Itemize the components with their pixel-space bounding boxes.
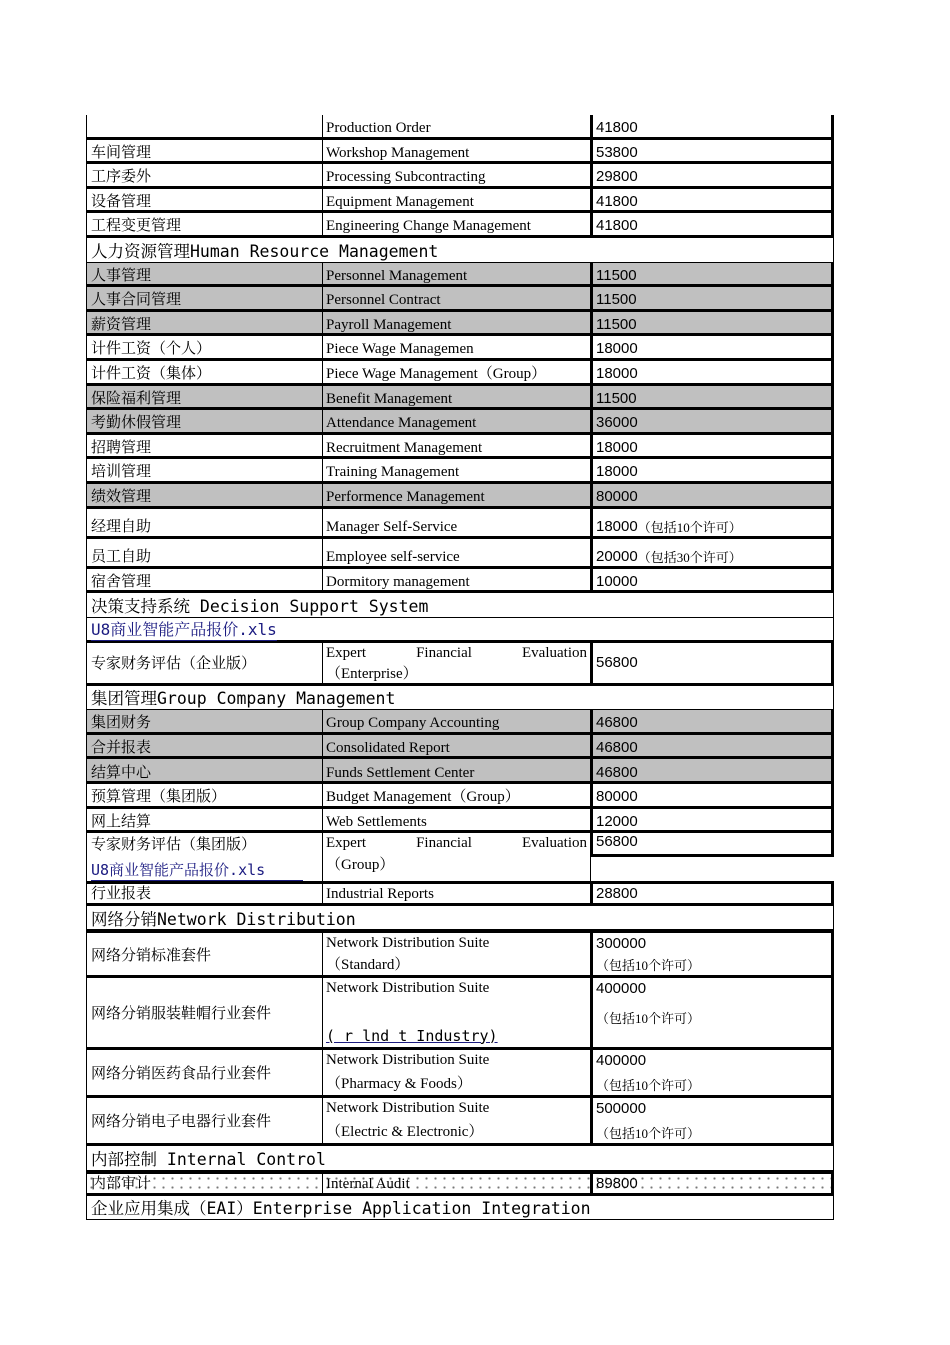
module-cn: 人事管理 [86, 263, 323, 288]
price-cell [591, 509, 834, 539]
file-link-text[interactable]: U8商业智能产品报价.xls [91, 859, 303, 881]
license-note: （包括10个许可） [637, 520, 742, 536]
module-cn: 集团财务 [86, 710, 323, 735]
table-row [86, 1171, 834, 1196]
price: 56800 [591, 833, 834, 857]
module-en-line1: Network Distribution Suite [326, 980, 490, 997]
license-note: （包括10个许可） [596, 1125, 701, 1141]
module-en-line1: Network Distribution Suite [326, 935, 490, 952]
price: 56800 [591, 643, 834, 686]
price: 12000 [591, 809, 834, 834]
price-cell [591, 1098, 834, 1146]
table-row [86, 930, 834, 978]
price-cell [591, 933, 834, 978]
price: 53800 [591, 140, 834, 165]
table-row [86, 386, 834, 411]
module-cn: 宿舍管理 [86, 569, 323, 594]
module-en: Payroll Management [323, 312, 591, 337]
section-header-network: 网络分销Network Distribution [86, 906, 834, 931]
module-en-line2: （Enterprise） [326, 666, 418, 683]
module-en: Employee self-service [323, 539, 591, 569]
price: 20000 [596, 548, 638, 565]
module-en: Funds Settlement Center [323, 759, 591, 784]
module-en: Piece Wage Managemen [323, 336, 591, 361]
price: 18000 [591, 435, 834, 460]
table-row [86, 759, 834, 784]
module-cn: 网络分销医药食品行业套件 [86, 1050, 323, 1098]
module-en: Attendance Management [323, 410, 591, 435]
table-row [86, 140, 834, 165]
price: 41800 [591, 189, 834, 214]
table-row [86, 833, 834, 881]
table-row [86, 539, 834, 569]
price: 46800 [591, 710, 834, 735]
price: 80000 [591, 484, 834, 509]
module-cn: 员工自助 [86, 539, 323, 569]
license-note: （包括10个许可） [596, 957, 701, 973]
module-en: Consolidated Report [323, 735, 591, 760]
price: 500000 [596, 1100, 647, 1118]
module-cn: 绩效管理 [86, 484, 323, 509]
table-row [86, 735, 834, 760]
file-link[interactable] [86, 618, 834, 640]
price: 89800 [591, 1174, 834, 1196]
module-cn: 专家财务评估（企业版） [86, 643, 323, 686]
module-cn: 预算管理（集团版） [86, 784, 323, 809]
module-cn: 结算中心 [86, 759, 323, 784]
module-cn: 人事合同管理 [86, 287, 323, 312]
module-cn: 合并报表 [86, 735, 323, 760]
section-header-eai: 企业应用集成（EAI）Enterprise Application Integration [86, 1196, 834, 1221]
table-row [86, 263, 834, 288]
table-row [86, 115, 834, 140]
price-cell [591, 539, 834, 569]
price: 300000 [596, 935, 647, 953]
module-en-line2: ( r lnd t Industry) [326, 1026, 498, 1045]
module-en: Production Order [323, 115, 591, 140]
table-row [86, 361, 834, 386]
module-en: Performence Management [323, 484, 591, 509]
module-cn: 计件工资（集体） [86, 361, 323, 386]
module-en: Group Company Accounting [323, 710, 591, 735]
price: 41800 [591, 115, 834, 140]
module-cn: 保险福利管理 [86, 386, 323, 411]
module-cn: 内部审计 [86, 1174, 323, 1196]
module-cn: 考勤休假管理 [86, 410, 323, 435]
license-note: （包括30个许可） [637, 550, 742, 566]
module-cn: 培训管理 [86, 459, 323, 484]
module-en: Manager Self-Service [323, 509, 591, 539]
price: 11500 [591, 312, 834, 337]
module-en [323, 978, 591, 1050]
module-en: Workshop Management [323, 140, 591, 165]
module-en: Industrial Reports [323, 884, 591, 906]
module-en-line1: Network Distribution Suite [326, 1100, 490, 1117]
section-header-internal-control: 内部控制 Internal Control [86, 1146, 834, 1171]
table-row [86, 881, 834, 906]
module-cn: 专家财务评估（集团版） [91, 837, 257, 854]
price: 80000 [591, 784, 834, 809]
table-row [86, 312, 834, 337]
table-row [86, 978, 834, 1050]
module-en: Recruitment Management [323, 435, 591, 460]
module-cn: 工程变更管理 [86, 213, 323, 238]
module-en: Internal Audit [323, 1174, 591, 1196]
price-cell [591, 1050, 834, 1098]
table-row [86, 1050, 834, 1098]
module-en-line2: （Group） [326, 857, 395, 873]
module-cell [86, 833, 323, 881]
table-row [86, 189, 834, 214]
word: Expert [326, 835, 366, 852]
table-row [86, 569, 834, 594]
license-note: （包括10个许可） [596, 1011, 701, 1027]
word: Financial [416, 644, 472, 661]
module-en-line2: （Standard） [326, 957, 410, 974]
price-cell [591, 978, 834, 1050]
price: 10000 [591, 569, 834, 594]
price: 46800 [591, 735, 834, 760]
module-en-line2: （Electric & Electronic） [326, 1123, 484, 1140]
module-cn: 招聘管理 [86, 435, 323, 460]
module-en: Processing Subcontracting [323, 164, 591, 189]
table-row [86, 484, 834, 509]
table-row [86, 509, 834, 539]
module-en: Piece Wage Management（Group） [323, 361, 591, 386]
module-en [323, 833, 591, 881]
price: 11500 [591, 287, 834, 312]
module-cn: 网络分销标准套件 [86, 933, 323, 978]
module-cn: 网上结算 [86, 809, 323, 834]
price: 400000 [596, 980, 647, 998]
module-en: Dormitory management [323, 569, 591, 594]
module-cn: 计件工资（个人） [86, 336, 323, 361]
price: 36000 [591, 410, 834, 435]
module-cn: 经理自助 [86, 509, 323, 539]
price: 18000 [596, 518, 638, 535]
price: 400000 [596, 1052, 647, 1070]
table-row [86, 1098, 834, 1146]
word: Evaluation [522, 835, 587, 852]
table-row [86, 640, 834, 686]
price-sheet [86, 115, 834, 1220]
price: 18000 [591, 336, 834, 361]
table-row [86, 410, 834, 435]
module-en: Equipment Management [323, 189, 591, 214]
module-en-line2: （Pharmacy & Foods） [326, 1075, 472, 1092]
word: Evaluation [522, 644, 587, 661]
word: Expert [326, 644, 366, 661]
table-row [86, 809, 834, 834]
table-row [86, 435, 834, 460]
section-header-group: 集团管理Group Company Management [86, 686, 834, 711]
price: 29800 [591, 164, 834, 189]
word: Financial [416, 835, 472, 852]
module-cn: 网络分销服装鞋帽行业套件 [86, 978, 323, 1050]
price: 28800 [591, 884, 834, 906]
table-row [86, 287, 834, 312]
module-en [323, 1098, 591, 1146]
module-en: Training Management [323, 459, 591, 484]
price: 41800 [591, 213, 834, 238]
module-cn: 车间管理 [86, 140, 323, 165]
table-row [86, 784, 834, 809]
price: 46800 [591, 759, 834, 784]
price: 11500 [591, 386, 834, 411]
table-row [86, 710, 834, 735]
license-note: （包括10个许可） [596, 1077, 701, 1093]
module-en: Engineering Change Management [323, 213, 591, 238]
price: 18000 [591, 361, 834, 386]
module-en: Benefit Management [323, 386, 591, 411]
table-row [86, 213, 834, 238]
module-cn: 设备管理 [86, 189, 323, 214]
module-cn: 行业报表 [86, 884, 323, 906]
module-cn: 网络分销电子电器行业套件 [86, 1098, 323, 1146]
table-row [86, 336, 834, 361]
module-en-line1: Network Distribution Suite [326, 1052, 490, 1069]
file-link-text[interactable]: U8商业智能产品报价.xls [91, 617, 277, 641]
price: 18000 [591, 459, 834, 484]
module-en: Personnel Contract [323, 287, 591, 312]
module-en [323, 643, 591, 686]
table-row [86, 459, 834, 484]
module-cn: 薪资管理 [86, 312, 323, 337]
module-en: Personnel Management [323, 263, 591, 288]
section-header-hr: 人力资源管理Human Resource Management [86, 238, 834, 263]
module-cn [86, 115, 323, 140]
price: 11500 [591, 263, 834, 288]
table-row [86, 164, 834, 189]
section-header-dss: 决策支持系统 Decision Support System [86, 593, 834, 618]
module-en: Web Settlements [323, 809, 591, 834]
module-en [323, 1050, 591, 1098]
module-cn: 工序委外 [86, 164, 323, 189]
module-en [323, 933, 591, 978]
module-en: Budget Management（Group） [323, 784, 591, 809]
